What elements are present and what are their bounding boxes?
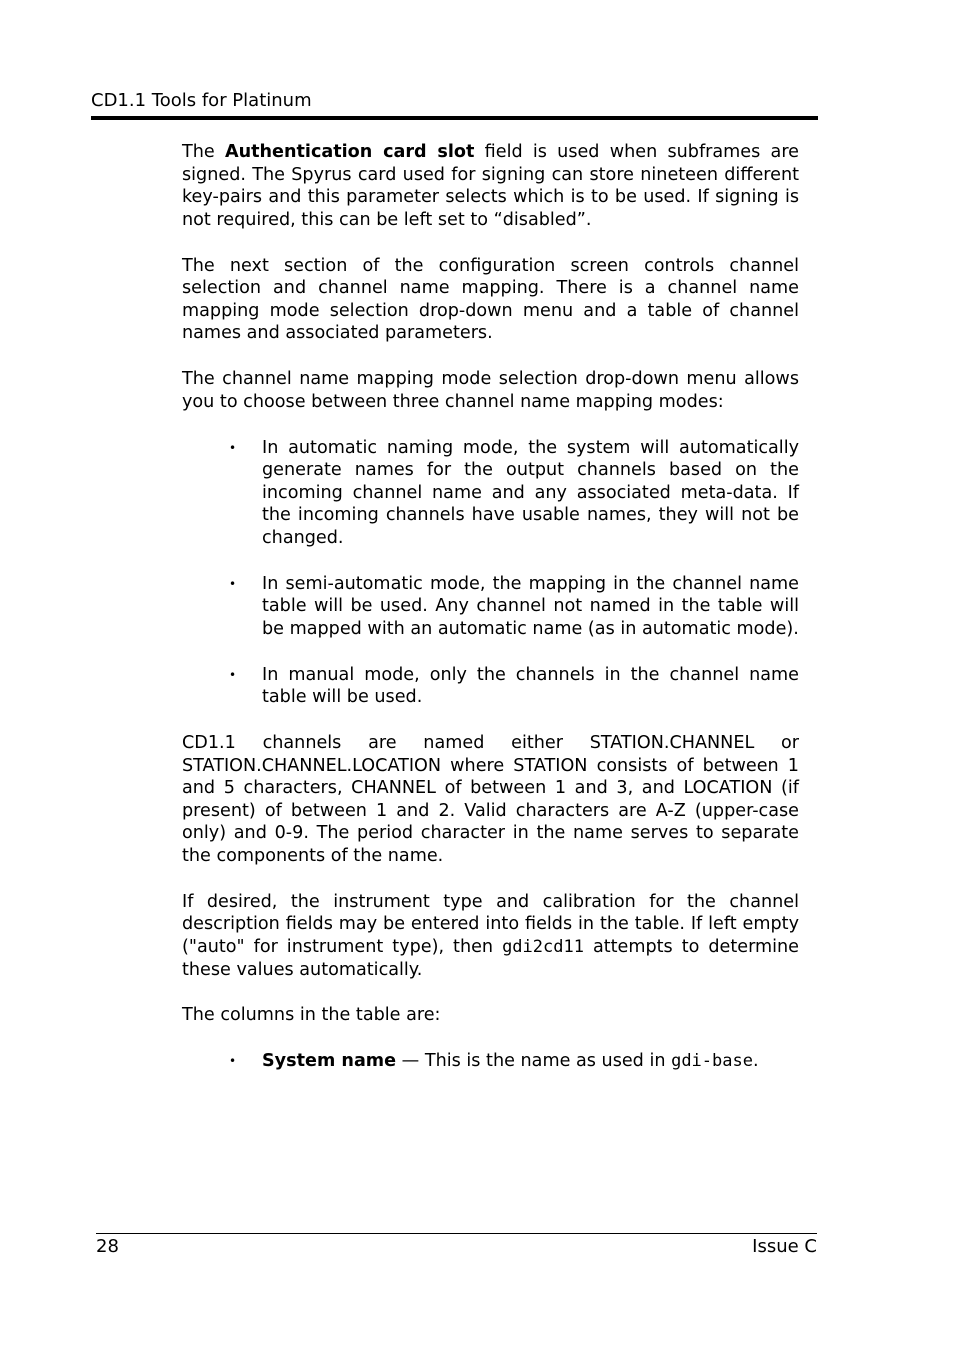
- mapping-modes-list: [182, 437, 799, 709]
- code-gdi-base: gdi-base: [671, 1051, 753, 1072]
- list-item-semi-automatic-mode: [229, 573, 799, 641]
- bullet-icon: •: [229, 1054, 237, 1069]
- list-item-text: In automatic naming mode, the system will automatically generate names for the output channels based on the incoming channel name and any associated meta-data. If the incoming channels have usable names, they will not be changed.: [262, 437, 799, 548]
- paragraph-channel-selection: The next section of the configuration screen controls channel selection and channel name mapping. There is a channel name mapping mode selection drop-down menu and a table of channel names and associated parameters.: [182, 255, 799, 344]
- text-segment: — This is the name as used in: [396, 1051, 672, 1072]
- bullet-icon: •: [229, 667, 237, 682]
- text-segment: .: [752, 1051, 759, 1072]
- header-divider: [91, 116, 818, 120]
- list-item-text: In manual mode, only the channels in the channel name table will be used.: [262, 664, 799, 708]
- text-segment: If desired, the instrument type and calibration for the channel description fields may be entered into fields in the table. If left empty ("auto" for instrument type), then: [182, 891, 799, 957]
- term-authentication-card-slot: Authentication card slot: [224, 142, 475, 162]
- list-item-text: In semi-automatic mode, the mapping in the channel name table will be used. Any channel not named in the table will be mapped with an automatic name (as in automatic mode).: [262, 573, 799, 639]
- paragraph-instrument-type: [182, 891, 799, 981]
- paragraph-authentication-card-slot: [182, 141, 799, 231]
- paragraph-columns-intro: The columns in the table are:: [182, 1005, 441, 1026]
- list-item-automatic-mode: [229, 437, 799, 550]
- columns-list: [182, 1050, 799, 1073]
- list-item-manual-mode: [229, 664, 799, 709]
- paragraph-channel-naming: CD1.1 channels are named either STATION.CHANNEL or STATION.CHANNEL.LOCATION where STATION consists of between 1 and 5 characters, CHANNEL of between 1 and 3, and LOCATION (if present) of between 1 and 2. Valid characters are A-Z (upper-case only) and 0-9. The period character in the name serves to separate the components of the name.: [182, 733, 799, 866]
- text-segment: The: [182, 142, 225, 162]
- page-number: 28: [96, 1236, 119, 1257]
- paragraph-mapping-modes-intro: The channel name mapping mode selection drop-down menu allows you to choose between three channel name mapping modes:: [182, 369, 799, 412]
- issue-label: Issue C: [752, 1236, 817, 1257]
- footer-divider: [96, 1233, 817, 1234]
- page-body: [182, 141, 799, 1096]
- text-segment: attempts to determine these values automatically.: [182, 936, 799, 980]
- list-item-system-name: [229, 1050, 799, 1073]
- text-segment: field is used when subframes are signed. The Spyrus card used for signing can store nineteen different key-pairs and this parameter selects which is to be used. If signing is not required, this can be left set to “disabled”.: [182, 142, 799, 230]
- term-system-name: System name: [262, 1051, 397, 1072]
- running-header: CD1.1 Tools for Platinum: [91, 90, 312, 111]
- bullet-icon: •: [229, 440, 237, 455]
- code-gdi2cd11: gdi2cd11: [502, 936, 584, 957]
- bullet-icon: •: [229, 576, 237, 591]
